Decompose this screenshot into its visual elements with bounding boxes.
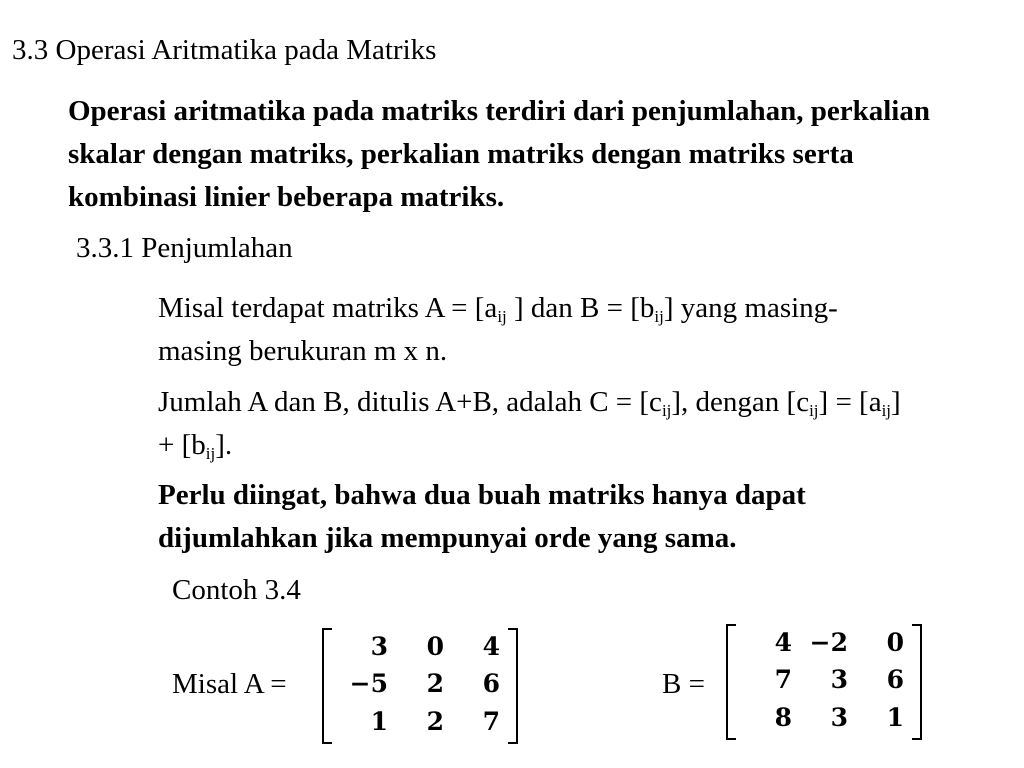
subsection-heading: 3.3.1 Penjumlahan <box>76 232 293 264</box>
p2-text-b: ], dengan [c <box>671 386 810 418</box>
p1-subscript-2: ij <box>654 307 664 326</box>
example-title: Contoh 3.4 <box>172 574 301 606</box>
p2-text-d: ] + [b <box>158 386 901 461</box>
matrix-a-label: Misal A = <box>172 668 287 700</box>
matrix-b-cell: 7 <box>774 665 792 695</box>
matrix-a-left-bracket <box>322 628 332 744</box>
matrix-b-cell: 1 <box>886 702 904 732</box>
intro-paragraph: Operasi aritmatika pada matriks terdiri dari penjumlahan, perkalian skalar dengan matriks, perkalian matriks dengan matriks serta kombinasi linier beberapa matriks. <box>68 95 930 213</box>
p2-text-c: ] = [a <box>818 386 882 418</box>
matrix-b-row <box>740 665 908 694</box>
p2-subscript-1: ij <box>661 401 672 420</box>
matrix-a-cell: 7 <box>482 706 500 736</box>
matrix-b-cell: 3 <box>830 702 848 732</box>
p1-text-a: Misal terdapat matriks A = [a <box>158 292 498 324</box>
p2-subscript-4: ij <box>205 444 216 463</box>
matrix-a-cell: −5 <box>349 669 388 699</box>
matrix-a <box>322 628 518 740</box>
matrix-b-cell: 6 <box>886 665 904 695</box>
matrix-b-left-bracket <box>726 624 736 740</box>
p2-subscript-2: ij <box>809 401 819 420</box>
matrix-a-cell: 2 <box>426 706 444 736</box>
p2-text-e: ]. <box>215 429 233 461</box>
matrix-b-cell: 3 <box>830 665 848 695</box>
matrix-b-cell: 0 <box>886 628 904 658</box>
matrix-b-cell: 4 <box>774 628 792 658</box>
definition-paragraph <box>158 287 918 373</box>
matrix-b-cell: 8 <box>774 702 792 732</box>
matrix-b-grid <box>740 624 908 736</box>
sum-definition-paragraph <box>158 381 918 467</box>
matrix-a-cell: 4 <box>482 632 500 662</box>
matrix-a-row <box>336 669 504 698</box>
p2-subscript-3: ij <box>881 401 892 420</box>
matrix-a-row <box>336 632 504 661</box>
matrix-b <box>726 624 922 736</box>
matrix-b-cell: −2 <box>809 628 848 658</box>
matrix-b-right-bracket <box>912 624 922 740</box>
matrix-b-row <box>740 703 908 732</box>
matrix-a-cell: 2 <box>426 669 444 699</box>
p1-subscript-1: ij <box>497 307 507 326</box>
section-heading: 3.3 Operasi Aritmatika pada Matriks <box>12 34 437 66</box>
matrix-a-cell: 0 <box>426 632 444 662</box>
p1-text-b: ] dan B = [b <box>506 292 655 324</box>
matrix-a-cell: 3 <box>370 632 388 662</box>
matrix-b-label: B = <box>662 668 705 700</box>
matrix-b-row <box>740 628 908 657</box>
matrix-a-grid <box>336 628 504 740</box>
p2-text-a: Jumlah A dan B, ditulis A+B, adalah C = [c <box>158 386 662 418</box>
note-paragraph: Perlu diingat, bahwa dua buah matriks hanya dapat dijumlahkan jika mempunyai orde yang sama. <box>158 479 806 554</box>
matrix-a-row <box>336 707 504 736</box>
matrix-a-cell: 6 <box>482 669 500 699</box>
p1-text-c: ] yang masing-masing berukuran m x n. <box>158 292 838 367</box>
matrix-a-cell: 1 <box>370 706 388 736</box>
matrix-a-right-bracket <box>508 628 518 744</box>
